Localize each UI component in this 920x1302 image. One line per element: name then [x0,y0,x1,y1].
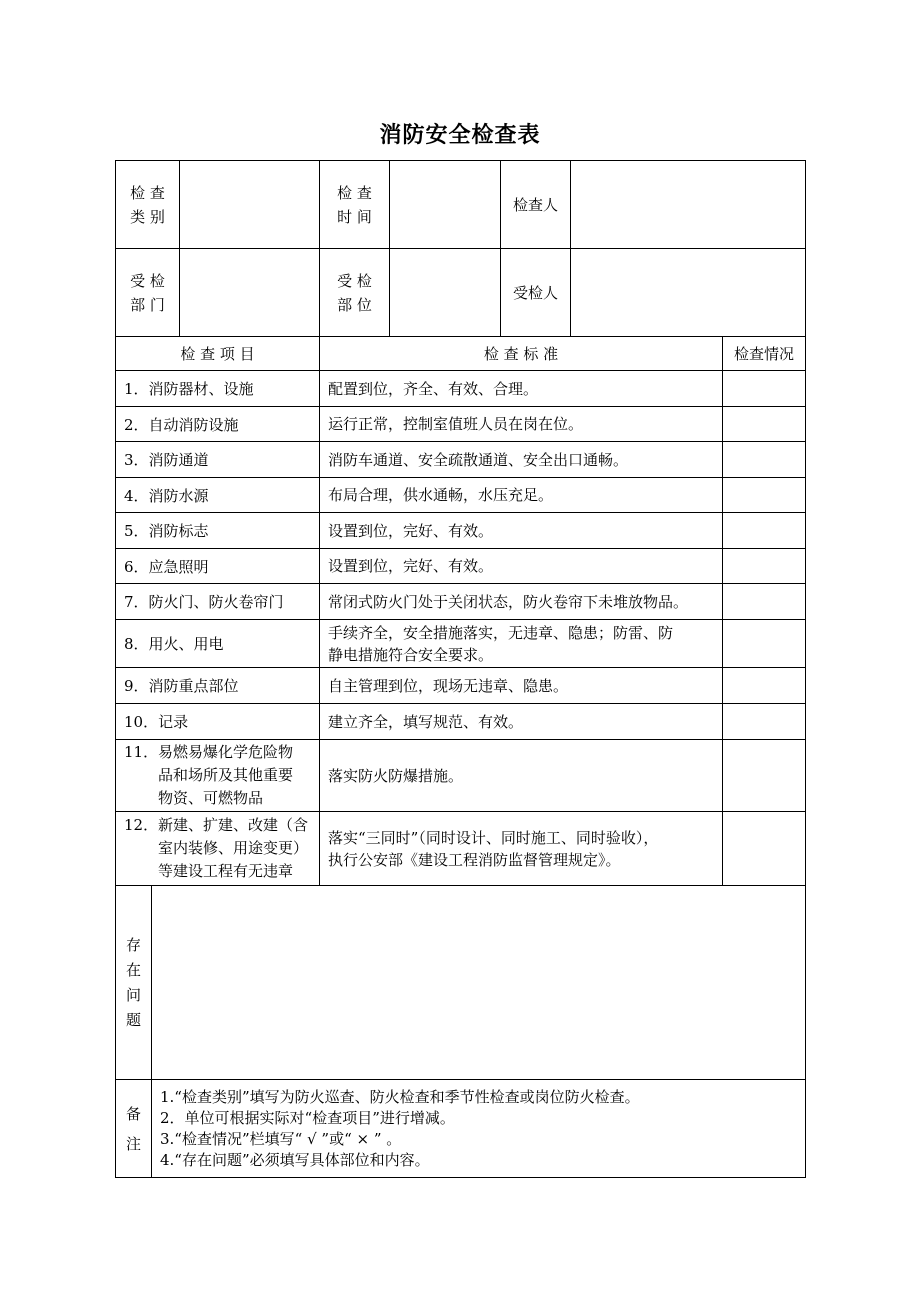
item-cell [116,478,320,513]
status-cell[interactable] [723,704,806,740]
item-cell [116,513,320,549]
item-text: 消防器材、设施 [148,380,254,398]
item-cell [116,442,320,478]
status-cell[interactable] [723,584,806,620]
inspector-label: 检查人 [501,161,571,249]
standard-cell: 运行正常，控制室值班人员在岗在位。 [320,407,723,442]
table-row [116,478,806,513]
column-header-standard: 检 查 标 准 [320,337,723,371]
item-number: 11． [124,743,159,761]
item-cell [116,668,320,704]
issues-field[interactable] [152,886,806,1080]
item-text: 消防水源 [148,486,209,505]
header-row-inspected [116,249,806,337]
status-cell[interactable] [723,478,806,513]
label-line: 受 检 [337,271,372,290]
inspection-form-table [115,160,806,1178]
item-text: 消防标志 [148,522,209,540]
standard-cell: 布局合理，供水通畅，水压充足。 [320,478,723,513]
remarks-content [152,1080,806,1178]
table-row [116,407,806,442]
inspected-person-field[interactable] [571,249,806,337]
label-line: 类 别 [130,207,165,226]
item-number: 5． [124,522,149,540]
inspected-location-label [320,249,390,337]
issues-label-char: 题 [125,1010,141,1029]
item-text: 记录 [158,713,189,731]
inspected-department-field[interactable] [180,249,320,337]
item-text: 消防重点部位 [148,677,239,695]
standard-cell: 建立齐全，填写规范、有效。 [320,704,723,740]
table-row [116,442,806,478]
item-number: 9． [124,677,149,695]
inspector-field[interactable] [571,161,806,249]
standard-cell: 设置到位，完好、有效。 [320,549,723,584]
status-cell[interactable] [723,407,806,442]
column-header-status: 检查情况 [723,337,806,371]
item-number: 8． [124,635,149,653]
column-header-row [116,337,806,371]
label-line: 部 门 [130,295,165,314]
item-cell [116,407,320,442]
status-cell[interactable] [723,549,806,584]
standard-line: 静电措施符合安全要求。 [328,645,494,664]
remarks-label-char: 备 [125,1104,141,1123]
inspection-time-field[interactable] [390,161,501,249]
item-cell [116,584,320,620]
inspected-person-label: 受检人 [501,249,571,337]
standard-cell: 消防车通道、安全疏散通道、安全出口通畅。 [320,442,723,478]
item-cell [116,371,320,407]
status-cell[interactable] [723,513,806,549]
issues-label-char: 问 [125,985,141,1004]
item-cell [116,620,320,668]
table-row [116,668,806,704]
document-title: 消防安全检查表 [379,123,541,148]
remark-line: 2．单位可根据实际对“检查项目”进行增减。 [160,1108,455,1127]
inspection-type-label [116,161,180,249]
table-row [116,812,806,886]
standard-cell: 设置到位，完好、有效。 [320,513,723,549]
label-line: 时 间 [337,207,372,226]
item-number: 12． [124,816,159,834]
item-number: 4． [124,486,149,505]
item-text: 防火门、防火卷帘门 [148,593,284,611]
item-text: 自动消防设施 [148,415,239,434]
issues-label-char: 存 [125,935,141,954]
table-row [116,584,806,620]
inspection-type-field[interactable] [180,161,320,249]
item-line: 物资、可燃物品 [158,789,264,807]
standard-cell: 常闭式防火门处于关闭状态，防火卷帘下未堆放物品。 [320,584,723,620]
item-cell [116,704,320,740]
issues-label-char: 在 [125,960,141,979]
item-line: 等建设工程有无违章 [158,862,294,880]
item-line: 品和场所及其他重要 [158,766,294,784]
standard-line: 手续齐全，安全措施落实，无违章、隐患；防雷、防 [328,623,674,642]
table-row [116,513,806,549]
table-row [116,371,806,407]
item-text: 应急照明 [148,557,209,576]
item-line: 新建、扩建、改建（含 [158,816,309,834]
status-cell[interactable] [723,371,806,407]
standard-cell: 落实防火防爆措施。 [320,740,723,812]
standard-cell [320,812,723,886]
item-text: 消防通道 [148,451,209,469]
inspected-location-field[interactable] [390,249,501,337]
status-cell[interactable] [723,442,806,478]
remarks-label [116,1080,152,1178]
standard-line: 执行公安部《建设工程消防监督管理规定》。 [328,850,621,869]
status-cell[interactable] [723,740,806,812]
label-line: 检 查 [337,183,372,202]
item-cell [116,549,320,584]
remark-line: 3.“检查情况”栏填写“ √ ”或“ × ” 。 [160,1129,402,1148]
item-line: 易燃易爆化学危险物 [158,743,294,761]
item-number: 10． [124,713,159,731]
table-row [116,620,806,668]
item-number: 2． [124,415,149,434]
inspected-department-label [116,249,180,337]
item-number: 1． [124,380,149,398]
item-number: 6． [124,557,149,576]
remarks-row [116,1080,806,1178]
table-row [116,740,806,812]
standard-line: 落实“三同时”（同时设计、同时施工、同时验收）， [328,828,659,847]
inspection-time-label [320,161,390,249]
remark-line: 1.“检查类别”填写为防火巡查、防火检查和季节性检查或岗位防火检查。 [160,1087,640,1106]
label-line: 受 检 [130,271,165,290]
table-row [116,704,806,740]
header-row-inspection [116,161,806,249]
remark-line: 4.“存在问题”必须填写具体部位和内容。 [160,1150,430,1169]
standard-cell: 自主管理到位，现场无违章、隐患。 [320,668,723,704]
item-cell [116,812,320,886]
status-cell[interactable] [723,668,806,704]
column-header-item: 检 查 项 目 [116,337,320,371]
item-cell [116,740,320,812]
item-number: 3． [124,451,149,469]
remarks-label-char: 注 [125,1134,141,1153]
issues-label [116,886,152,1080]
label-line: 检 查 [130,183,165,202]
item-number: 7． [124,593,149,611]
table-row [116,549,806,584]
status-cell[interactable] [723,620,806,668]
label-line: 部 位 [337,295,372,314]
status-cell[interactable] [723,812,806,886]
issues-row [116,886,806,1080]
item-text: 用火、用电 [148,635,224,653]
item-line: 室内装修、用途变更） [158,839,309,857]
standard-cell [320,620,723,668]
standard-cell: 配置到位，齐全、有效、合理。 [320,371,723,407]
